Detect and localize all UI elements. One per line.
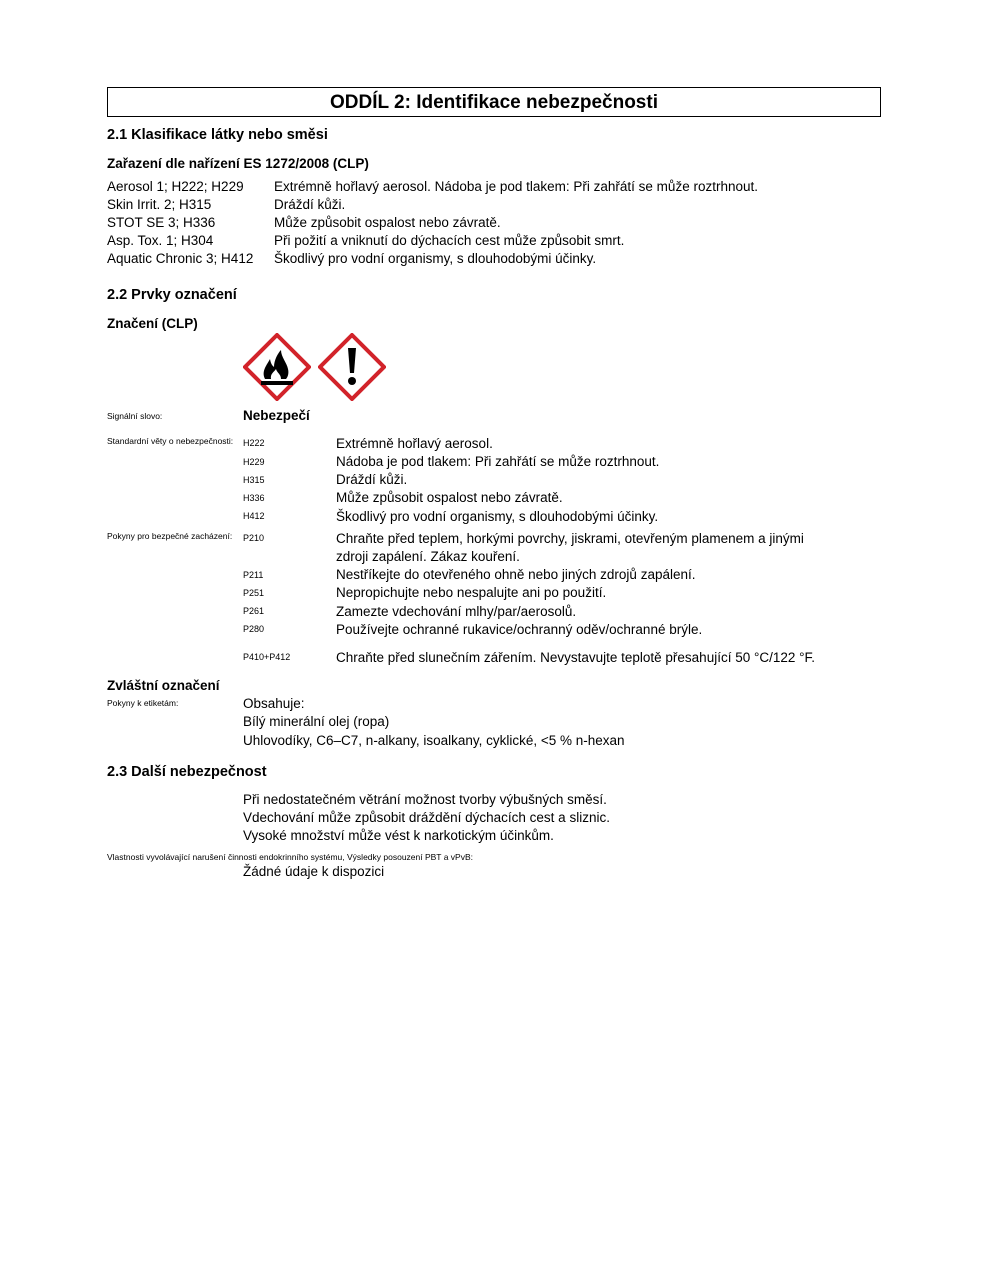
precaution-code: P261 xyxy=(243,606,265,616)
hazard-code: H222 xyxy=(243,438,265,448)
precaution-code: P251 xyxy=(243,588,265,598)
other-hazard-line: Vysoké množství může vést k narkotickým účinkům. xyxy=(243,828,554,843)
label-note: Obsahuje: xyxy=(243,696,305,711)
other-hazard-line: Při nedostatečném větrání možnost tvorby výbušných směsí. xyxy=(243,792,607,807)
classification-code: Asp. Tox. 1; H304 xyxy=(107,233,214,248)
heading-2-2: 2.2 Prvky označení xyxy=(107,287,237,303)
precaution-text: Chraňte před teplem, horkými povrchy, jiskrami, otevřeným plamenem a jinými xyxy=(336,531,804,546)
label-note: Bílý minerální olej (ropa) xyxy=(243,714,390,729)
signal-word: Nebezpečí xyxy=(243,408,310,423)
clp-classification-heading: Zařazení dle nařízení ES 1272/2008 (CLP) xyxy=(107,156,369,171)
endocrine-pbt-value: Žádné údaje k dispozici xyxy=(243,864,385,879)
exclamation-icon xyxy=(318,333,386,401)
hazard-code: H412 xyxy=(243,511,265,521)
hazard-text: Extrémně hořlavý aerosol. xyxy=(336,436,493,451)
section-title: ODDÍL 2: Identifikace nebezpečnosti xyxy=(329,92,658,113)
precaution-text: Nestříkejte do otevřeného ohně nebo jiných zdrojů zapálení. xyxy=(336,567,696,582)
hazard-statements-label: Standardní věty o nebezpečnosti: xyxy=(107,436,234,446)
hazard-text: Škodlivý pro vodní organismy, s dlouhodobými účinky. xyxy=(336,509,659,524)
hazard-code: H315 xyxy=(243,475,265,485)
hazard-text: Dráždí kůži. xyxy=(336,472,408,487)
heading-2-1: 2.1 Klasifikace látky nebo směsi xyxy=(107,127,328,143)
section-title-box xyxy=(107,87,881,117)
hazard-text: Může způsobit ospalost nebo závratě. xyxy=(336,490,563,505)
hazard-text: Nádoba je pod tlakem: Při zahřátí se může roztrhnout. xyxy=(336,454,660,469)
hazard-code: H229 xyxy=(243,457,265,467)
precaution-text: Chraňte před slunečním zářením. Nevystavujte teplotě přesahující 50 °C/122 °F. xyxy=(336,650,816,665)
endocrine-pbt-label: Vlastnosti vyvolávající narušení činnosti endokrinního systému, Výsledky posouzení PBT a vPvB: xyxy=(107,852,473,862)
classification-text: Extrémně hořlavý aerosol. Nádoba je pod tlakem: Při zahřátí se může roztrhnout. xyxy=(274,179,758,194)
special-labelling-heading: Zvláštní označení xyxy=(107,678,220,693)
label-notes-label: Pokyny k etiketám: xyxy=(107,698,179,708)
signal-word-label: Signální slovo: xyxy=(107,411,163,421)
classification-code: Skin Irrit. 2; H315 xyxy=(107,197,212,212)
hazard-code: H336 xyxy=(243,493,265,503)
classification-code: Aerosol 1; H222; H229 xyxy=(107,179,244,194)
classification-text: Škodlivý pro vodní organismy, s dlouhodobými účinky. xyxy=(274,251,597,266)
classification-text: Může způsobit ospalost nebo závratě. xyxy=(274,215,501,230)
flame-icon xyxy=(243,333,311,401)
precaution-text: Nepropichujte nebo nespalujte ani po použití. xyxy=(336,585,607,600)
clp-labelling-heading: Značení (CLP) xyxy=(107,316,198,331)
classification-text: Dráždí kůži. xyxy=(274,197,346,212)
classification-code: STOT SE 3; H336 xyxy=(107,215,216,230)
other-hazard-line: Vdechování může způsobit dráždění dýchacích cest a sliznic. xyxy=(243,810,610,825)
label-note: Uhlovodíky, C6–C7, n-alkany, isoalkany, cyklické, <5 % n-hexan xyxy=(243,733,625,748)
precaution-text: Zamezte vdechování mlhy/par/aerosolů. xyxy=(336,604,577,619)
classification-text: Při požití a vniknutí do dýchacích cest může způsobit smrt. xyxy=(274,233,625,248)
precaution-text-continued: zdroji zapálení. Zákaz kouření. xyxy=(336,549,520,564)
classification-code: Aquatic Chronic 3; H412 xyxy=(107,251,254,266)
precaution-code: P210 xyxy=(243,533,265,543)
precaution-text: Používejte ochranné rukavice/ochranný oděv/ochranné brýle. xyxy=(336,622,703,637)
precaution-code: P280 xyxy=(243,624,265,634)
precaution-code: P410+P412 xyxy=(243,652,291,662)
precautionary-statements-label: Pokyny pro bezpečné zacházení: xyxy=(107,531,233,541)
heading-2-3: 2.3 Další nebezpečnost xyxy=(107,764,267,780)
precaution-code: P211 xyxy=(243,570,264,580)
